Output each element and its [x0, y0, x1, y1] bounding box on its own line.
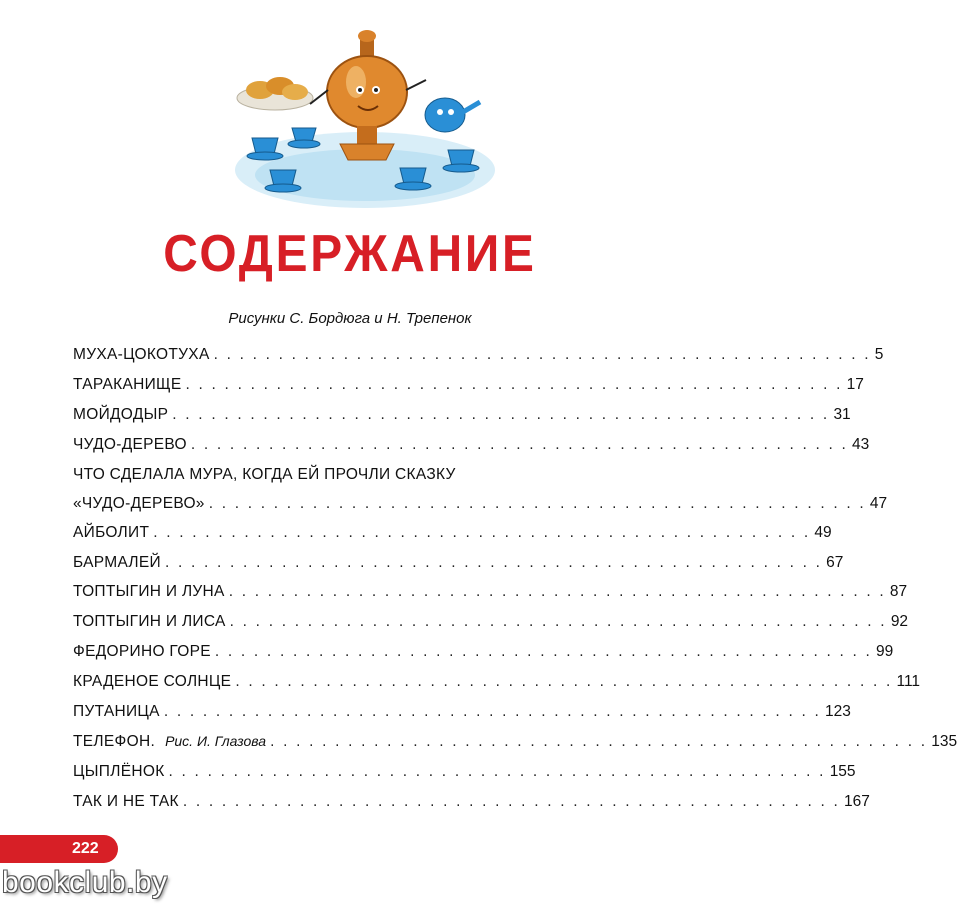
toc-entry[interactable]: АЙБОЛИТ . . . . . . . . . . . . . . . . . . . . . . . . . . . . . . . . . . . . . . . . . . . . . . . . . . . 49 [73, 518, 637, 548]
toc-title: АЙБОЛИТ [73, 523, 150, 541]
toc-entry[interactable]: ПУТАНИЦА . . . . . . . . . . . . . . . . . . . . . . . . . . . . . . . . . . . . . . . . . . . . . . . . . . . 123 [73, 697, 637, 727]
toc-entry[interactable]: ЦЫПЛЁНОК . . . . . . . . . . . . . . . . . . . . . . . . . . . . . . . . . . . . . . . . . . . . . . . . . . . 155 [73, 757, 637, 787]
toc-page: 5 [874, 346, 884, 363]
toc-entry[interactable]: ЧУДО-ДЕРЕВО . . . . . . . . . . . . . . . . . . . . . . . . . . . . . . . . . . . . . . . . . . . . . . . . . . . 43 [73, 430, 637, 460]
toc-page: 99 [876, 643, 894, 661]
toc-title-line1: ЧТО СДЕЛАЛА МУРА, КОГДА ЕЙ ПРОЧЛИ СКАЗКУ [73, 465, 456, 483]
toc-page: 43 [852, 435, 870, 453]
toc-title: ТЕЛЕФОН. [73, 732, 156, 750]
toc-entry[interactable]: ТОПТЫГИН И ЛУНА . . . . . . . . . . . . . . . . . . . . . . . . . . . . . . . . . . . . . . . . . . . . . . . . . . . 87 [73, 577, 637, 607]
illustration-credits: Рисунки С. Бордюга и Н. Трепенок [228, 310, 472, 327]
toc-entry[interactable]: ТАРАКАНИЩЕ . . . . . . . . . . . . . . . . . . . . . . . . . . . . . . . . . . . . . . . . . . . . . . . . . . . 17 [73, 370, 637, 400]
toc-title: ЧУДО-ДЕРЕВО [73, 435, 187, 453]
toc-title: МОЙДОДЫР [73, 405, 169, 423]
toc-page: 167 [844, 792, 870, 810]
toc-illustrator-note: Рис. И. Глазова [165, 732, 267, 749]
toc-title: ТАРАКАНИЩЕ [73, 375, 182, 393]
toc-page: 135 [931, 732, 957, 750]
toc-entry[interactable]: МОЙДОДЫР . . . . . . . . . . . . . . . . . . . . . . . . . . . . . . . . . . . . . . . . . . . . . . . . . . . 31 [73, 400, 637, 430]
toc-page: 49 [814, 523, 832, 541]
toc-title: КРАДЕНОЕ СОЛНЦЕ [73, 673, 232, 691]
toc-page: 31 [833, 405, 851, 423]
toc-entry[interactable]: ТАК И НЕ ТАК . . . . . . . . . . . . . . . . . . . . . . . . . . . . . . . . . . . . . . . . . . . . . . . . . . . 167 [73, 787, 637, 817]
toc-title: ТОПТЫГИН И ЛИСА [73, 613, 226, 631]
toc-entry[interactable]: ТОПТЫГИН И ЛИСА . . . . . . . . . . . . . . . . . . . . . . . . . . . . . . . . . . . . . . . . . . . . . . . . . . . 92 [73, 607, 637, 637]
toc-entry[interactable]: ТЕЛЕФОН. Рис. И. Глазова . . . . . . . . . . . . . . . . . . . . . . . . . . . . . . . . . . . . . . . . . . . . . . . . . . . 135 [73, 727, 637, 757]
watermark: bookclub.by [2, 866, 168, 899]
toc-page: 87 [889, 583, 908, 601]
toc-title: МУХА-ЦОКОТУХА [73, 346, 210, 363]
toc-entry[interactable]: МУХА-ЦОКОТУХА . . . . . . . . . . . . . . . . . . . . . . . . . . . . . . . . . . . . . . . . . . . . . . . . . . . 5 [73, 340, 637, 370]
toc-title: ФЕДОРИНО ГОРЕ [73, 643, 211, 661]
toc-page: 111 [896, 673, 921, 691]
toc-page: 155 [829, 762, 856, 780]
toc-page: 67 [826, 553, 844, 571]
toc-page: 123 [824, 703, 851, 721]
toc-entry[interactable]: ЧТО СДЕЛАЛА МУРА, КОГДА ЕЙ ПРОЧЛИ СКАЗКУ «ЧУДО-ДЕРЕВО» . . . . . . . . . . . . . . . . . . . . . . . . . . . . . . . . . . . . . . . . . . . . . . . . . . . 47 [73, 460, 637, 518]
toc-title: ПУТАНИЦА [73, 703, 160, 721]
toc-entry[interactable]: ФЕДОРИНО ГОРЕ . . . . . . . . . . . . . . . . . . . . . . . . . . . . . . . . . . . . . . . . . . . . . . . . . . . 99 [73, 637, 637, 667]
toc-title-line2: «ЧУДО-ДЕРЕВО» [73, 494, 205, 512]
toc-title: ТАК И НЕ ТАК [73, 792, 179, 810]
toc-title: ЦЫПЛЁНОК [73, 762, 165, 780]
toc-title: БАРМАЛЕЙ [73, 553, 161, 571]
toc-page: 47 [869, 494, 888, 512]
samovar-tea-party-icon [230, 20, 500, 215]
table-of-contents [73, 340, 957, 817]
toc-entry[interactable]: БАРМАЛЕЙ . . . . . . . . . . . . . . . . . . . . . . . . . . . . . . . . . . . . . . . . . . . . . . . . . . . 67 [73, 548, 637, 578]
toc-title: ТОПТЫГИН И ЛУНА [73, 583, 225, 601]
page-number: 222 [0, 835, 118, 863]
toc-entry[interactable]: КРАДЕНОЕ СОЛНЦЕ . . . . . . . . . . . . . . . . . . . . . . . . . . . . . . . . . . . . . . . . . . . . . . . . . . . 111 [73, 667, 637, 697]
toc-page: 17 [846, 375, 864, 393]
toc-page: 92 [890, 613, 909, 631]
page-title: СОДЕРЖАНИЕ [163, 225, 537, 283]
